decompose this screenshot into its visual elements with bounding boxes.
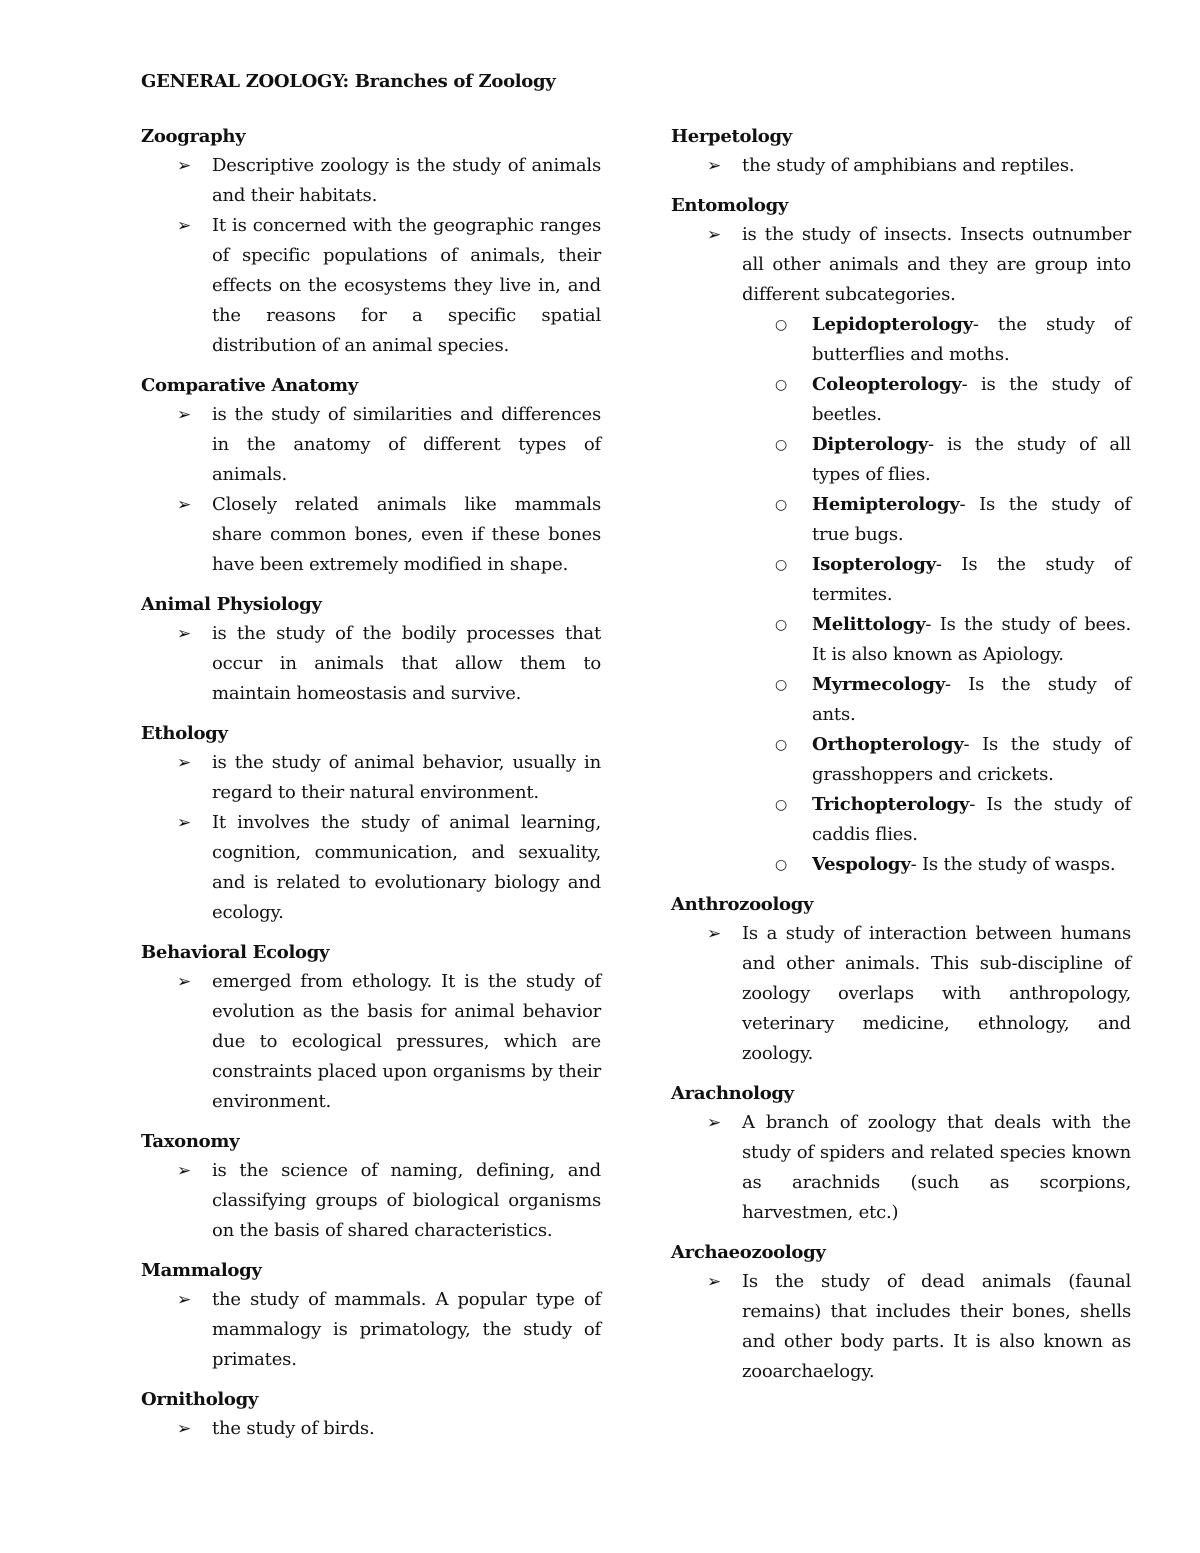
section-arachnology	[671, 1080, 1131, 1228]
subcategory-item	[671, 790, 1131, 850]
section-heading: Ethology	[141, 723, 228, 744]
section-anthrozoology	[671, 891, 1131, 1069]
subcategory-term: Orthopterology	[812, 734, 964, 755]
subcategory-list	[671, 310, 1131, 880]
subcategory-item	[671, 850, 1131, 880]
subcategory-term: Coleopterology	[812, 374, 962, 395]
bullet-list	[671, 220, 1131, 310]
bullet-text: It is concerned with the geographic ranges of specific populations of animals, their effects on the ecosystems they live in, and the reasons for a specific spatial distribution of an animal species.	[212, 215, 601, 356]
subcategory-term: Vespology	[812, 854, 911, 875]
subcategory-term: Lepidopterology	[812, 314, 973, 335]
subcategory-term: Hemipterology	[812, 494, 960, 515]
section-ethology	[141, 720, 601, 928]
subcategory-text: - Is the study of ants.	[812, 674, 1131, 725]
arrow-bullet-icon: ➢	[177, 753, 192, 773]
bullet-text: is the study of animal behavior, usually in regard to their natural environment.	[212, 752, 601, 803]
section-taxonomy	[141, 1128, 601, 1246]
bullet-list	[671, 1267, 1131, 1387]
arrow-bullet-icon: ➢	[707, 1272, 722, 1292]
section-heading: Arachnology	[671, 1083, 794, 1104]
right-column	[671, 123, 1131, 1398]
subcategory-text: - Is the study of caddis flies.	[812, 794, 1131, 845]
arrow-bullet-icon: ➢	[177, 495, 192, 515]
bullet-list	[141, 1414, 601, 1444]
circle-bullet-icon: ○	[775, 317, 788, 333]
section-behavioral-ecology	[141, 939, 601, 1117]
section-heading: Anthrozoology	[671, 894, 814, 915]
arrow-bullet-icon: ➢	[177, 624, 192, 644]
subcategory-term: Dipterology	[812, 434, 928, 455]
arrow-bullet-icon: ➢	[177, 156, 192, 176]
bullet-list	[671, 151, 1131, 181]
bullet-list	[671, 919, 1131, 1069]
section-archaeozoology	[671, 1239, 1131, 1387]
bullet-text: A branch of zoology that deals with the study of spiders and related species known as arachnids (such as scorpions, harvestmen, etc.)	[742, 1112, 1131, 1223]
subcategory-text: - Is the study of wasps.	[910, 854, 1116, 875]
circle-bullet-icon: ○	[775, 377, 788, 393]
bullet-item	[141, 748, 601, 808]
section-animal-physiology	[141, 591, 601, 709]
bullet-item	[671, 1267, 1131, 1387]
circle-bullet-icon: ○	[775, 737, 788, 753]
subcategory-term: Trichopterology	[812, 794, 970, 815]
circle-bullet-icon: ○	[775, 437, 788, 453]
section-heading: Mammalogy	[141, 1260, 262, 1281]
arrow-bullet-icon: ➢	[177, 972, 192, 992]
circle-bullet-icon: ○	[775, 677, 788, 693]
bullet-item	[141, 151, 601, 211]
section-heading: Taxonomy	[141, 1131, 240, 1152]
bullet-item	[671, 1108, 1131, 1228]
bullet-item	[141, 490, 601, 580]
section-herpetology	[671, 123, 1131, 181]
bullet-text: is the study of similarities and differences in the anatomy of different types of animals.	[212, 404, 601, 485]
bullet-list	[141, 151, 601, 361]
section-mammalogy	[141, 1257, 601, 1375]
bullet-text: is the science of naming, defining, and classifying groups of biological organisms on the basis of shared characteristics.	[212, 1160, 601, 1241]
subcategory-text: - is the study of all types of flies.	[812, 434, 1131, 485]
bullet-text: Closely related animals like mammals share common bones, even if these bones have been extremely modified in shape.	[212, 494, 601, 575]
bullet-list	[671, 1108, 1131, 1228]
arrow-bullet-icon: ➢	[707, 225, 722, 245]
bullet-text: Is the study of dead animals (faunal remains) that includes their bones, shells and other body parts. It is also known as zooarchaelogy.	[742, 1271, 1131, 1382]
subcategory-term: Isopterology	[812, 554, 936, 575]
bullet-text: Is a study of interaction between humans and other animals. This sub-discipline of zoology overlaps with anthropology, veterinary medicine, ethnology, and zoology.	[742, 923, 1131, 1064]
bullet-item	[141, 808, 601, 928]
bullet-list	[141, 400, 601, 580]
bullet-item	[671, 220, 1131, 310]
bullet-item	[671, 919, 1131, 1069]
arrow-bullet-icon: ➢	[707, 924, 722, 944]
bullet-text: emerged from ethology. It is the study of evolution as the basis for animal behavior due to ecological pressures, which are constraints placed upon organisms by their environment.	[212, 971, 601, 1112]
left-column	[141, 123, 601, 1455]
subcategory-item	[671, 610, 1131, 670]
bullet-item	[141, 400, 601, 490]
section-ornithology	[141, 1386, 601, 1444]
section-entomology	[671, 192, 1131, 880]
section-heading: Zoography	[141, 126, 246, 147]
subcategory-text: - is the study of beetles.	[812, 374, 1131, 425]
bullet-item	[141, 619, 601, 709]
arrow-bullet-icon: ➢	[177, 216, 192, 236]
circle-bullet-icon: ○	[775, 857, 788, 873]
arrow-bullet-icon: ➢	[177, 1290, 192, 1310]
bullet-list	[141, 748, 601, 928]
subcategory-item	[671, 490, 1131, 550]
subcategory-term: Myrmecology	[812, 674, 946, 695]
circle-bullet-icon: ○	[775, 797, 788, 813]
section-heading: Behavioral Ecology	[141, 942, 330, 963]
circle-bullet-icon: ○	[775, 497, 788, 513]
subcategory-text: - Is the study of true bugs.	[812, 494, 1131, 545]
section-heading: Entomology	[671, 195, 789, 216]
subcategory-item	[671, 430, 1131, 490]
bullet-item	[141, 1414, 601, 1444]
section-zoography	[141, 123, 601, 361]
document-title: GENERAL ZOOLOGY: Branches of Zoology	[141, 71, 556, 92]
subcategory-item	[671, 370, 1131, 430]
section-heading: Comparative Anatomy	[141, 375, 358, 396]
arrow-bullet-icon: ➢	[177, 1419, 192, 1439]
section-comparative-anatomy	[141, 372, 601, 580]
bullet-text: It involves the study of animal learning, cognition, communication, and sexuality, and is related to evolutionary biology and ecology.	[212, 812, 601, 923]
arrow-bullet-icon: ➢	[177, 405, 192, 425]
section-heading: Ornithology	[141, 1389, 259, 1410]
arrow-bullet-icon: ➢	[707, 156, 722, 176]
subcategory-item	[671, 550, 1131, 610]
arrow-bullet-icon: ➢	[707, 1113, 722, 1133]
subcategory-item	[671, 730, 1131, 790]
bullet-text: Descriptive zoology is the study of animals and their habitats.	[212, 155, 601, 206]
bullet-text: the study of birds.	[212, 1418, 375, 1439]
subcategory-item	[671, 310, 1131, 370]
arrow-bullet-icon: ➢	[177, 813, 192, 833]
bullet-text: the study of amphibians and reptiles.	[742, 155, 1075, 176]
bullet-list	[141, 619, 601, 709]
subcategory-item	[671, 670, 1131, 730]
bullet-item	[671, 151, 1131, 181]
bullet-item	[141, 1156, 601, 1246]
arrow-bullet-icon: ➢	[177, 1161, 192, 1181]
bullet-text: is the study of the bodily processes that occur in animals that allow them to maintain homeostasis and survive.	[212, 623, 601, 704]
bullet-item	[141, 967, 601, 1117]
bullet-item	[141, 1285, 601, 1375]
circle-bullet-icon: ○	[775, 557, 788, 573]
circle-bullet-icon: ○	[775, 617, 788, 633]
section-heading: Herpetology	[671, 126, 792, 147]
bullet-item	[141, 211, 601, 361]
subcategory-term: Melittology	[812, 614, 926, 635]
subcategory-text: - Is the study of termites.	[812, 554, 1131, 605]
subcategory-text: - Is the study of bees. It is also known as Apiology.	[812, 614, 1131, 665]
subcategory-text: - the study of butterflies and moths.	[812, 314, 1131, 365]
bullet-text: the study of mammals. A popular type of mammalogy is primatology, the study of primates.	[212, 1289, 601, 1370]
subcategory-text: - Is the study of grasshoppers and crickets.	[812, 734, 1131, 785]
bullet-text: is the study of insects. Insects outnumber all other animals and they are group into different subcategories.	[742, 224, 1131, 305]
section-heading: Archaeozoology	[671, 1242, 826, 1263]
bullet-list	[141, 1156, 601, 1246]
bullet-list	[141, 967, 601, 1117]
bullet-list	[141, 1285, 601, 1375]
section-heading: Animal Physiology	[141, 594, 322, 615]
